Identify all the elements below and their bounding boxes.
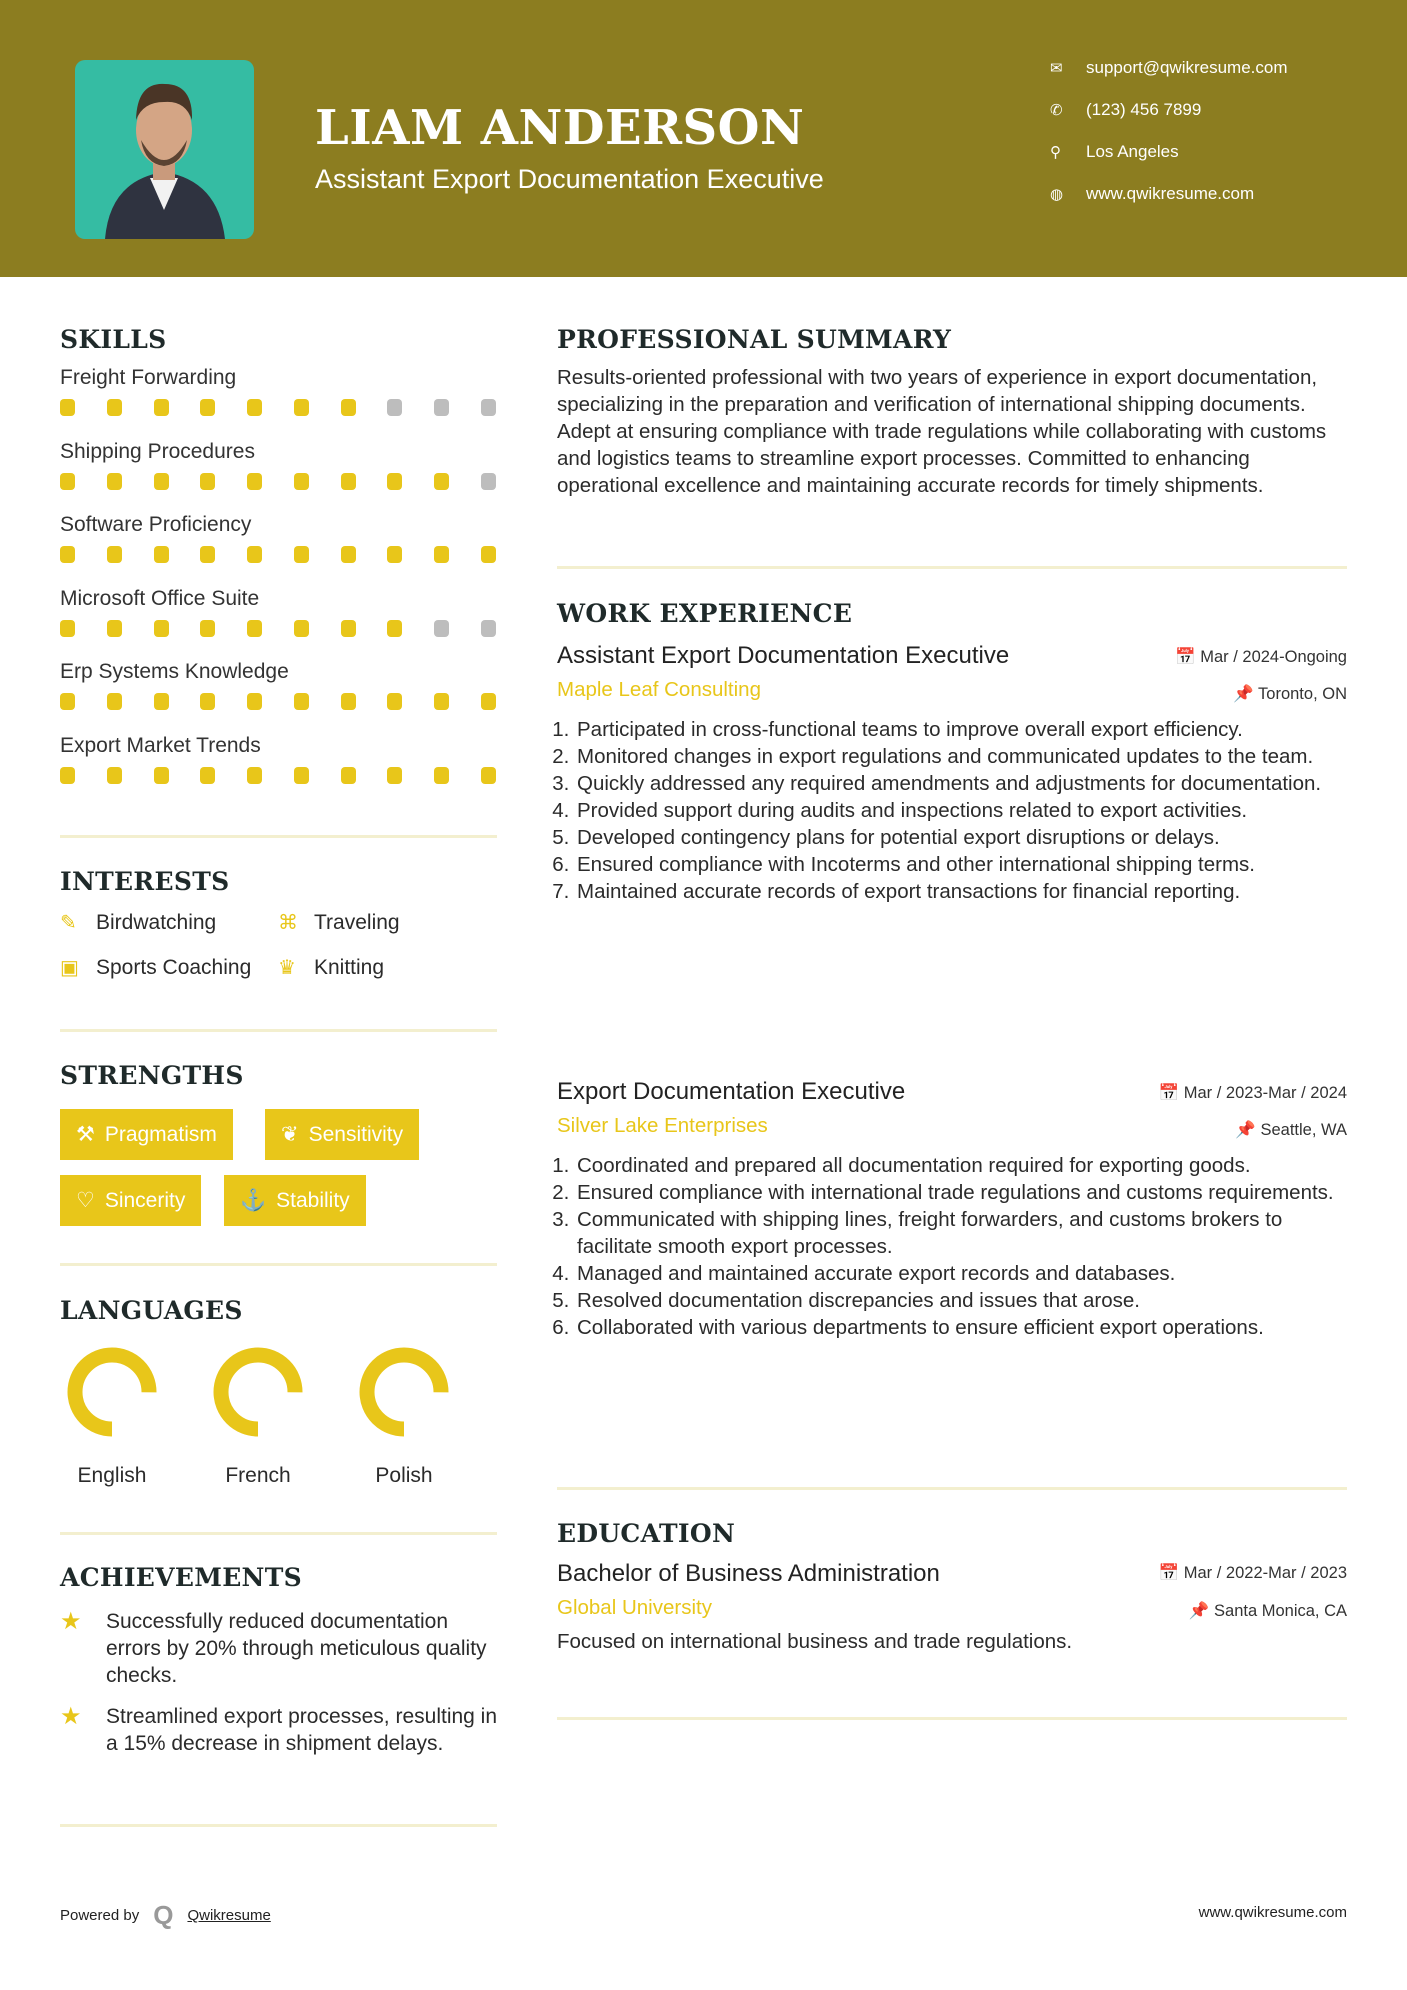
skill-item [60,513,496,587]
rating-dot-filled [387,693,402,710]
language-item [344,1340,464,1488]
interest-item [278,910,400,935]
rating-dot-filled [154,767,169,784]
rating-dot-filled [107,399,122,416]
rating-dot-filled [60,473,75,490]
rating-dot-filled [200,546,215,563]
rating-dot-filled [341,620,356,637]
calendar-icon: 📅 [1158,1564,1184,1582]
job-bullets [557,716,1347,905]
rating-dot-filled [200,473,215,490]
job-location-text: Seattle, WA [1260,1121,1347,1139]
rating-dot-filled [107,546,122,563]
strength-tag [224,1175,366,1226]
candidate-title: Assistant Export Documentation Executive [315,164,824,194]
rating-dot-filled [387,473,402,490]
rating-dot-filled [341,546,356,563]
calendar-icon: 📅 [1158,1084,1184,1102]
skill-item [60,440,496,514]
language-level-arc [367,1355,441,1429]
bullet-item: 6. Collaborated with various departments to ensure efficient export operations. [575,1314,1347,1341]
language-label: English [77,1464,147,1487]
rating-dot-filled [200,620,215,637]
map-pin-icon: ⚲ [1050,144,1061,161]
star-icon: ★ [60,1608,82,1635]
education-description: Focused on international business and trade regulations. [557,1630,1073,1653]
bullet-item: 3. Quickly addressed any required amendments and adjustments for documentation. [575,770,1347,797]
language-item [52,1340,172,1488]
summary-heading: PROFESSIONAL SUMMARY [557,325,952,354]
language-label: French [225,1464,291,1487]
languages-section [60,1296,243,1325]
rating-dot-filled [107,620,122,637]
experience-heading: WORK EXPERIENCE [557,599,853,628]
bullet-item: 3. Communicated with shipping lines, freight forwarders, and customs brokers to facilitate smooth export processes. [575,1206,1347,1260]
rating-dot-filled [60,399,75,416]
rating-dot-filled [341,693,356,710]
job-date-text: Mar / 2024-Ongoing [1200,648,1347,666]
skill-rating [60,473,496,490]
language-level-arc [75,1355,149,1429]
rating-dot-filled [200,767,215,784]
rating-dot-filled [434,546,449,563]
job-location [1235,1121,1347,1140]
divider [557,1717,1347,1720]
rating-dot-filled [247,473,262,490]
rating-dot-empty [481,620,496,637]
star-icon: ★ [60,1703,82,1730]
rating-dot-filled [154,693,169,710]
rating-dot-filled [154,546,169,563]
job-location-text: Toronto, ON [1258,685,1347,703]
rating-dot-filled [247,399,262,416]
bullet-item: 6. Ensured compliance with Incoterms and other international shipping terms. [575,851,1347,878]
skills-heading: SKILLS [60,325,167,354]
interest-label: Birdwatching [96,910,217,934]
rating-dot-filled [481,767,496,784]
qwikresume-logo-icon: Q [153,1900,174,1930]
bullet-item: 4. Managed and maintained accurate export records and databases. [575,1260,1347,1287]
contact-text: Los Angeles [1086,142,1179,161]
skill-rating [60,620,496,637]
job-location [1233,685,1347,704]
interest-item [60,955,251,980]
contact-text: www.qwikresume.com [1086,184,1255,203]
rating-dot-filled [341,473,356,490]
rating-dot-filled [200,693,215,710]
experience-section [557,599,1347,628]
rating-dot-filled [107,693,122,710]
achievements-heading: ACHIEVEMENTS [60,1563,302,1592]
header [0,0,1407,277]
rating-dot-empty [434,399,449,416]
skill-item [60,366,496,440]
achievements-section [60,1563,302,1592]
contact-text: support@qwikresume.com [1086,58,1288,77]
strength-tag [60,1175,201,1226]
heart-icon: ♡ [76,1189,95,1212]
qwikresume-link[interactable]: Qwikresume [187,1907,271,1924]
interests-section [60,867,229,896]
contact-item [1050,142,1179,162]
pin-icon: 📌 [1235,1121,1261,1139]
bullet-item: 4. Provided support during audits and inspections related to export activities. [575,797,1347,824]
candidate-name: LIAM ANDERSON [315,100,805,156]
rating-dot-filled [247,767,262,784]
strength-tag [265,1109,419,1160]
calendar-icon: 📅 [1175,648,1201,666]
binoculars-icon: ⌘ [278,912,298,934]
rating-dot-filled [294,546,309,563]
company-name: Silver Lake Enterprises [557,1114,768,1137]
rating-dot-filled [247,620,262,637]
interest-item [278,955,384,980]
skill-item [60,587,496,661]
skill-item [60,660,496,734]
contact-item [1050,184,1254,204]
skill-item [60,734,496,808]
rating-dot-filled [341,399,356,416]
rating-dot-filled [434,767,449,784]
rating-dot-filled [481,693,496,710]
education-location: 📌 Santa Monica, CA [1188,1602,1347,1620]
anchor-icon: ⚓ [240,1188,267,1212]
pin-icon: 📌 [1233,685,1259,703]
rating-dot-filled [60,620,75,637]
language-level-ring [344,1340,464,1450]
strength-label: Sincerity [104,1188,186,1212]
skill-label: Software Proficiency [60,513,252,537]
interest-label: Sports Coaching [96,955,252,979]
achievement-item [60,1703,500,1757]
language-label: Polish [375,1464,433,1487]
rating-dot-filled [154,473,169,490]
footer-brand [60,1900,271,1931]
rating-dot-empty [434,620,449,637]
strength-label: Stability [276,1188,350,1212]
divider [557,1487,1347,1490]
education-heading: EDUCATION [557,1519,736,1548]
trophy-icon: ♛ [278,957,296,979]
rating-dot-filled [247,546,262,563]
bullet-item: 5. Developed contingency plans for potential export disruptions or delays. [575,824,1347,851]
strength-label: Pragmatism [104,1122,217,1146]
bullet-item: 2. Monitored changes in export regulations and communicated updates to the team. [575,743,1347,770]
leaf-icon: ❦ [281,1123,299,1146]
education-date: 📅 Mar / 2022-Mar / 2023 [1158,1564,1347,1582]
rating-dot-filled [387,767,402,784]
skill-label: Erp Systems Knowledge [60,660,289,684]
achievement-text: Streamlined export processes, resulting in a 15% decrease in shipment delays. [106,1705,498,1755]
rating-dot-filled [434,473,449,490]
strengths-section [60,1061,244,1090]
job-bullets [557,1152,1347,1341]
bullet-item: 7. Maintained accurate records of export transactions for financial reporting. [575,878,1347,905]
divider [60,1263,497,1266]
rating-dot-filled [387,620,402,637]
strength-label: Sensitivity [308,1122,404,1146]
rating-dot-filled [60,693,75,710]
interest-label: Knitting [314,955,385,979]
divider [60,1029,497,1032]
language-level-ring [198,1340,318,1450]
summary-text: Results-oriented professional with two years of experience in export documentation, specializing in the preparation and verification of international shipping documents. Adept at ensuring compliance with trade regulations while collaborating with customs and logistics teams to streamline export processes. Committed to enhancing operational excellence and maintaining accurate records for timely shipments. [557,366,1327,497]
rating-dot-filled [200,399,215,416]
bullet-item: 1. Coordinated and prepared all documentation required for exporting goods. [575,1152,1347,1179]
rating-dot-filled [294,620,309,637]
rating-dot-empty [481,473,496,490]
contact-item [1050,100,1201,120]
rating-dot-empty [387,399,402,416]
briefcase-icon: ▣ [60,957,79,979]
summary-section [557,325,1347,499]
job-entry [557,642,1347,905]
phone-icon: ✆ [1050,102,1063,119]
rating-dot-filled [247,693,262,710]
skill-label: Freight Forwarding [60,366,237,389]
job-title: Export Documentation Executive [557,1078,906,1105]
divider [557,566,1347,569]
rating-dot-filled [294,767,309,784]
rating-dot-empty [481,399,496,416]
rating-dot-filled [60,767,75,784]
divider [60,1824,497,1827]
rating-dot-filled [107,473,122,490]
contact-item [1050,58,1288,78]
skill-rating [60,767,496,784]
language-level-arc [221,1355,295,1429]
rating-dot-filled [107,767,122,784]
job-entry [557,1078,1347,1341]
skill-label: Export Market Trends [60,733,261,757]
language-level-ring [52,1340,172,1450]
interest-label: Traveling [314,910,400,934]
bullet-item: 5. Resolved documentation discrepancies and issues that arose. [575,1287,1347,1314]
interests-heading: INTERESTS [60,867,230,896]
pin-icon: 📌 [1188,1602,1215,1620]
job-date [1175,648,1347,667]
rating-dot-filled [294,473,309,490]
achievement-text: Successfully reduced documentation errors by 20% through meticulous quality checks. [106,1610,487,1687]
powered-by-label: Powered by [60,1907,140,1924]
skill-label: Shipping Procedures [60,439,255,463]
company-name: Maple Leaf Consulting [557,678,761,701]
degree: Bachelor of Business Administration [557,1560,940,1587]
job-title: Assistant Export Documentation Executive [557,642,1010,669]
skill-label: Microsoft Office Suite [60,586,260,610]
skill-rating [60,546,496,563]
languages-heading: LANGUAGES [60,1296,243,1325]
skill-rating [60,693,496,710]
divider [60,1532,497,1535]
interest-item [60,910,216,935]
rating-dot-filled [60,546,75,563]
rating-dot-filled [434,693,449,710]
rating-dot-filled [154,620,169,637]
rating-dot-filled [154,399,169,416]
rating-dot-filled [481,546,496,563]
rating-dot-filled [341,767,356,784]
language-item [198,1340,318,1488]
bullet-item: 1. Participated in cross-functional teams to improve overall export efficiency. [575,716,1347,743]
profile-photo [75,60,254,239]
pencil-icon: ✎ [60,912,77,934]
skills-section [60,325,496,808]
skill-rating [60,399,496,416]
divider [60,835,497,838]
rating-dot-filled [294,399,309,416]
strengths-heading: STRENGTHS [60,1061,244,1090]
globe-icon: ◍ [1050,186,1064,203]
job-date-text: Mar / 2023-Mar / 2024 [1183,1084,1347,1102]
education-section [557,1519,1347,1679]
school: Global University [557,1596,712,1619]
achievement-item [60,1608,500,1689]
gavel-icon: ⚒ [76,1123,95,1146]
bullet-item: 2. Ensured compliance with international trade regulations and customs requirements. [575,1179,1347,1206]
envelope-icon: ✉ [1050,60,1063,77]
rating-dot-filled [294,693,309,710]
contact-text: (123) 456 7899 [1086,100,1202,119]
strength-tag [60,1109,233,1160]
job-date [1159,1084,1347,1103]
footer-website[interactable]: www.qwikresume.com [1198,1904,1347,1921]
rating-dot-filled [387,546,402,563]
